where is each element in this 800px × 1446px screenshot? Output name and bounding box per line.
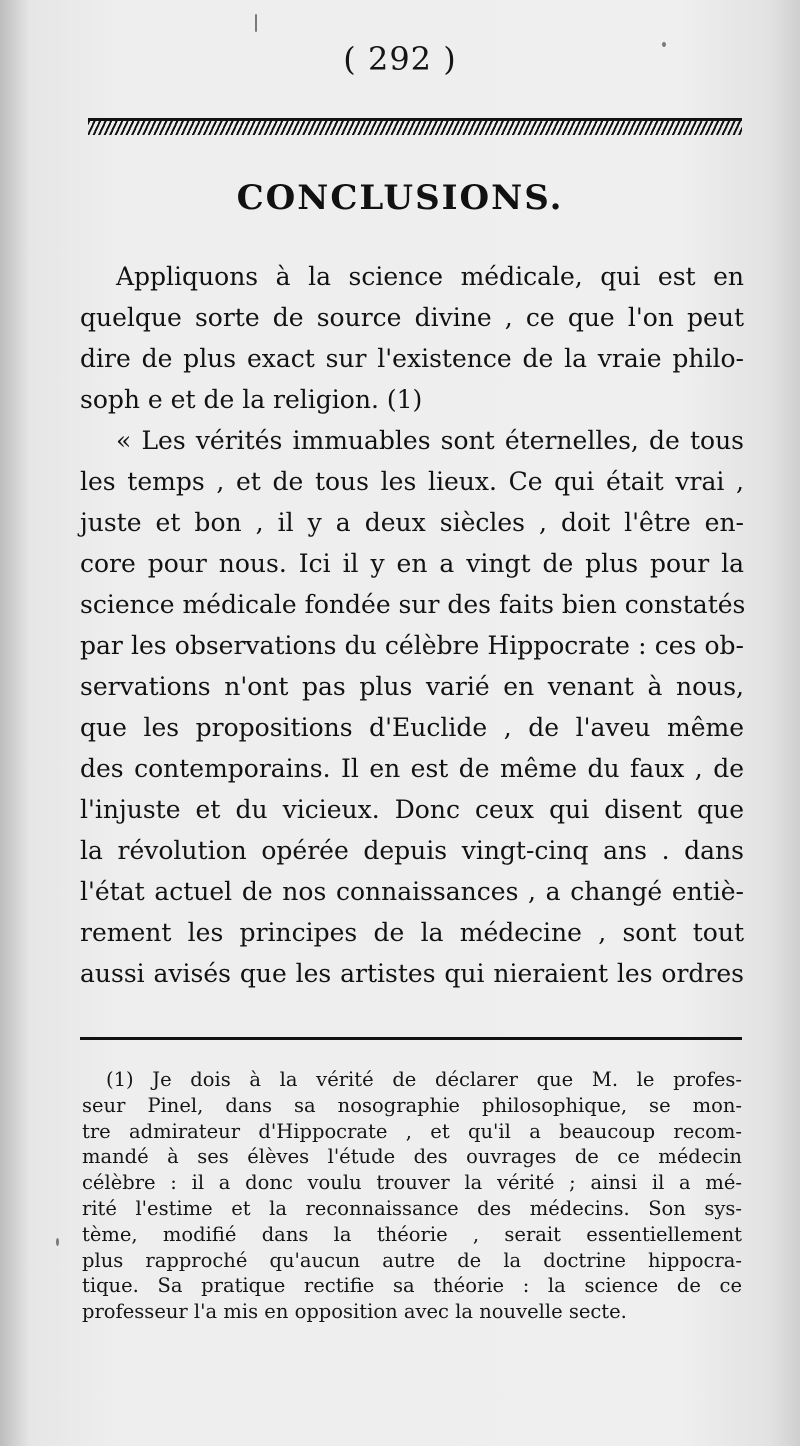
body-line: l'état actuel de nos connaissances , a changé entiè- [80, 877, 744, 906]
footnote-line: tique. Sa pratique rectifie sa théorie : la science de ce [82, 1274, 742, 1298]
body-text [80, 256, 744, 994]
body-line: Appliquons à la science médicale, qui est en [116, 262, 744, 291]
body-line: « Les vérités immuables sont éternelles, de tous [116, 426, 744, 455]
body-line: que les propositions d'Euclide , de l'aveu même [80, 713, 744, 742]
body-line: servations n'ont pas plus varié en venant à nous, [80, 672, 744, 701]
footnote-line: mandé à ses élèves l'étude des ouvrages de ce médecin [82, 1145, 742, 1169]
body-line: soph e et de la religion. (1) [80, 385, 423, 414]
paper-speck [662, 42, 666, 47]
body-line: juste et bon , il y a deux siècles , doit l'être en- [80, 508, 744, 537]
paper-speck [255, 14, 257, 32]
body-line: core pour nous. Ici il y en a vingt de plus pour la [80, 549, 744, 578]
body-line: la révolution opérée depuis vingt-cinq ans . dans [80, 836, 744, 865]
body-line: aussi avisés que les artistes qui nieraient les ordres [80, 959, 744, 988]
footnote-line: professeur l'a mis en opposition avec la nouvelle secte. [82, 1300, 627, 1324]
page-number: ( 292 ) [343, 40, 457, 78]
footnote-line: (1) Je dois à la vérité de déclarer que M. le profes- [106, 1068, 742, 1091]
footnote-line: seur Pinel, dans sa nosographie philosophique, se mon- [82, 1093, 742, 1117]
footnote-line: célèbre : il a donc voulu trouver la vérité ; ainsi il a mé- [82, 1171, 742, 1195]
paper-speck [56, 1238, 59, 1246]
footnote-line: tre admirateur d'Hippocrate , et qu'il a beaucoup recom- [82, 1119, 742, 1143]
footnote-line: plus rapproché qu'aucun autre de la doctrine hippocra- [82, 1248, 742, 1272]
section-title: CONCLUSIONS. [236, 178, 564, 218]
body-line: des contemporains. Il en est de même du faux , de [80, 754, 744, 783]
body-line: l'injuste et du vicieux. Donc ceux qui disent que [80, 795, 744, 824]
body-line: dire de plus exact sur l'existence de la vraie philo- [80, 344, 744, 373]
footnote-line: tème, modifié dans la théorie , serait essentiellement [82, 1222, 742, 1246]
footnote-line: rité l'estime et la reconnaissance des médecins. Son sys- [82, 1196, 742, 1220]
footnote [82, 1067, 742, 1325]
body-line: rement les principes de la médecine , sont tout [80, 918, 744, 947]
decorative-rule [88, 118, 742, 135]
body-line: quelque sorte de source divine , ce que l'on peut [80, 303, 744, 332]
footnote-divider [80, 1037, 742, 1040]
body-line: les temps , et de tous les lieux. Ce qui était vrai , [80, 467, 744, 496]
body-line: par les observations du célèbre Hippocrate : ces ob- [80, 631, 744, 660]
body-line: science médicale fondée sur des faits bien constatés [80, 590, 746, 619]
